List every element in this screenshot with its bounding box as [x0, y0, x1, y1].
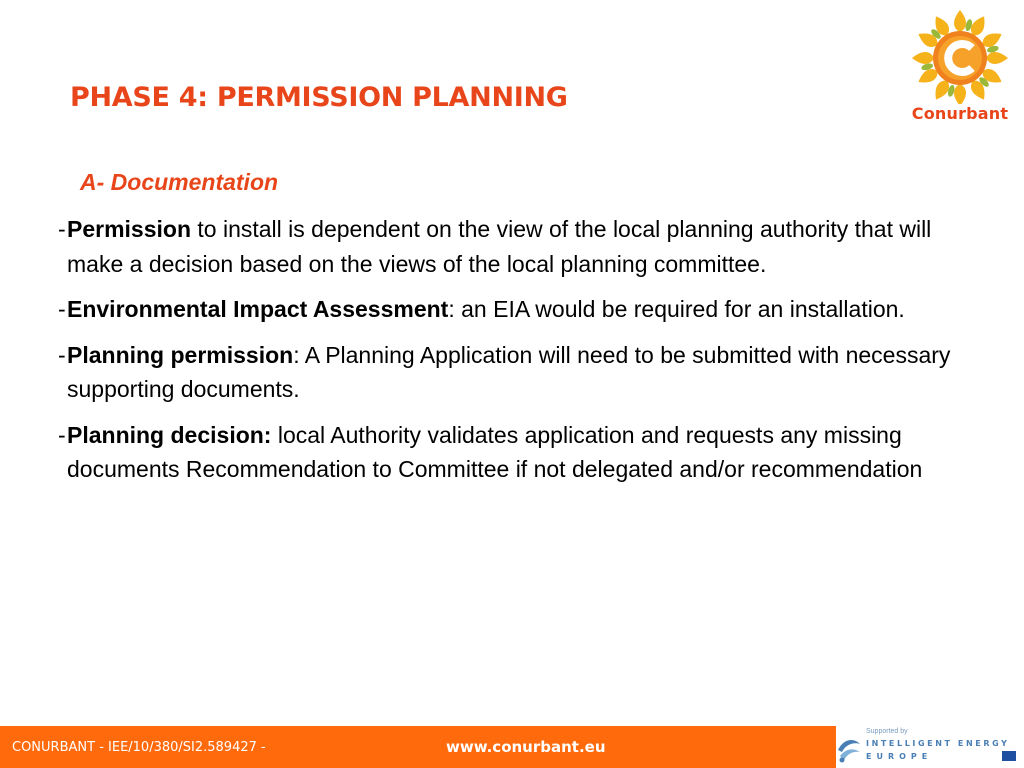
conurbant-logo [898, 4, 1022, 132]
item-text: : an EIA would be required for an installation. [448, 296, 905, 322]
sponsor-line-2: EUROPE [866, 752, 933, 761]
iee-wave-icon [836, 734, 862, 764]
item-text: to install is dependent on the view of the local planning authority that will make a decision based on the views of the local planning committee. [67, 216, 932, 277]
intelligent-energy-europe-badge [836, 726, 1024, 768]
footer-bar [0, 726, 836, 768]
logo-text: Conurbant [911, 104, 1009, 123]
item-text: local Authority validates application and requests any missing documents Recommendation to Committee if not delegated and/or recommendation [67, 421, 923, 482]
sun-c-logo-icon [898, 4, 1022, 104]
eu-flag-icon [1002, 751, 1016, 761]
footer-url-link[interactable]: www.conurbant.eu [446, 738, 606, 756]
item-term: Permission [67, 216, 191, 242]
slide-title: PHASE 4: PERMISSION PLANNING [70, 82, 568, 113]
list-item [58, 418, 988, 487]
list-item [58, 212, 988, 281]
item-text: : A Planning Application will need to be submitted with necessary supporting documents. [67, 341, 951, 402]
section-subtitle: A- Documentation [80, 169, 279, 195]
item-term: Planning decision: [67, 421, 272, 448]
list-item [58, 338, 988, 407]
item-term: Environmental Impact Assessment [67, 296, 449, 322]
list-dash: - [58, 341, 66, 368]
body-list [58, 212, 988, 498]
list-dash: - [58, 421, 66, 448]
list-item [58, 292, 988, 327]
footer-reference: CONURBANT - IEE/10/380/SI2.589427 - [12, 740, 266, 755]
sponsor-line-1: INTELLIGENT ENERGY [866, 739, 1010, 748]
list-dash: - [58, 296, 66, 322]
list-dash: - [58, 216, 66, 242]
item-term: Planning permission [67, 341, 294, 368]
supported-by-label: Supported by [866, 728, 908, 735]
